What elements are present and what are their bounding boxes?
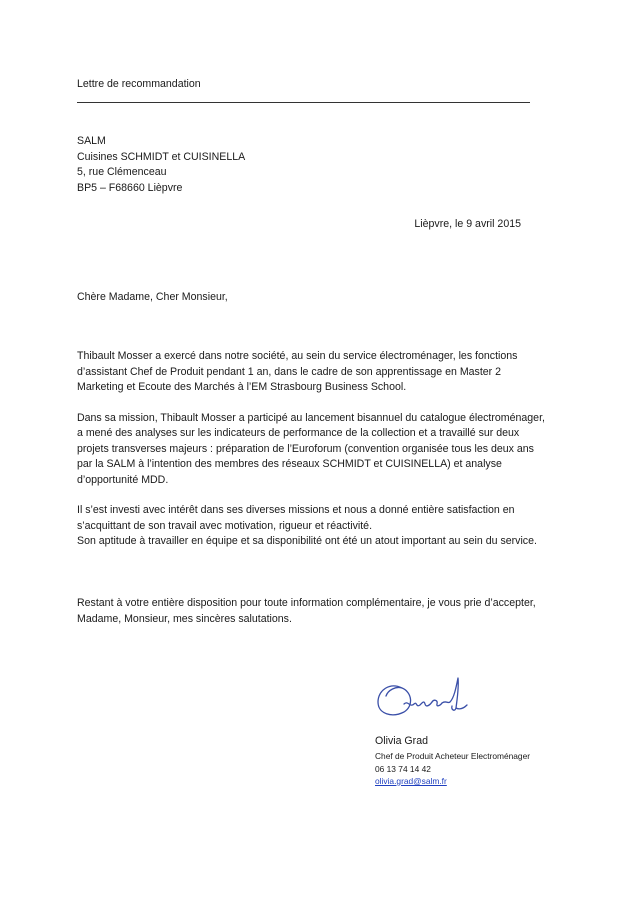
sender-line-city: BP5 – F68660 Lièpvre [77, 181, 183, 194]
closing-line: Restant à votre entière disposition pour toute information complémentaire, je vous prie d’accepter, [77, 597, 536, 609]
body-paragraph-2 [77, 411, 557, 489]
sender-line-company: SALM [77, 135, 106, 147]
body-line: d’opportunité MDD. [77, 473, 169, 486]
signer-role: Chef de Produit Acheteur Electroménager [375, 751, 531, 761]
signer-email-link[interactable]: olivia.grad@salm.fr [375, 776, 447, 786]
document-title: Lettre de recommandation [77, 78, 201, 90]
body-line: Dans sa mission, Thibault Mosser a participé au lancement bisannuel du catalogue électroménager, [77, 411, 545, 424]
closing-formula [77, 596, 536, 627]
sender-address [77, 134, 245, 196]
body-line: projets transverses majeurs : préparation de l’Euroforum (convention organisée tous les deux ans [77, 442, 534, 455]
closing-line: Madame, Monsieur, mes sincères salutations. [77, 612, 292, 625]
body-line: s’acquittant de son travail avec motivation, rigueur et réactivité. [77, 519, 373, 532]
body-line: par la SALM à l’intention des membres des réseaux SCHMIDT et CUISINELLA) et analyse [77, 458, 502, 470]
body-line: Thibault Mosser a exercé dans notre société, au sein du service électroménager, les fonctions [77, 350, 518, 362]
handwritten-signature [372, 670, 472, 725]
body-line: Il s’est investi avec intérêt dans ses diverses missions et nous a donné entière satisfaction en [77, 504, 515, 516]
letter-date: Lièpvre, le 9 avril 2015 [414, 218, 521, 230]
body-line: Marketing et Ecoute des Marchés à l’EM Strasbourg Business School. [77, 381, 407, 393]
sender-line-street: 5, rue Clémenceau [77, 166, 167, 178]
body-line: a mené des analyses sur les indicateurs de performance de la collection et a travaillé sur deux [77, 427, 520, 439]
signer-phone: 06 13 74 14 42 [375, 763, 431, 774]
body-paragraph-3 [77, 503, 557, 550]
sender-line-brands: Cuisines SCHMIDT et CUISINELLA [77, 150, 246, 163]
salutation: Chère Madame, Cher Monsieur, [77, 291, 228, 303]
body-line: Son aptitude à travailler en équipe et sa disponibilité ont été un atout important au sein du service. [77, 535, 537, 547]
body-paragraph-1 [77, 349, 557, 396]
title-underline [77, 102, 530, 103]
letter-body [77, 349, 557, 565]
signer-block [375, 734, 530, 788]
signer-name: Olivia Grad [375, 735, 428, 747]
body-line: d’assistant Chef de Produit pendant 1 an, dans le cadre de son apprentissage en Master 2 [77, 365, 502, 378]
